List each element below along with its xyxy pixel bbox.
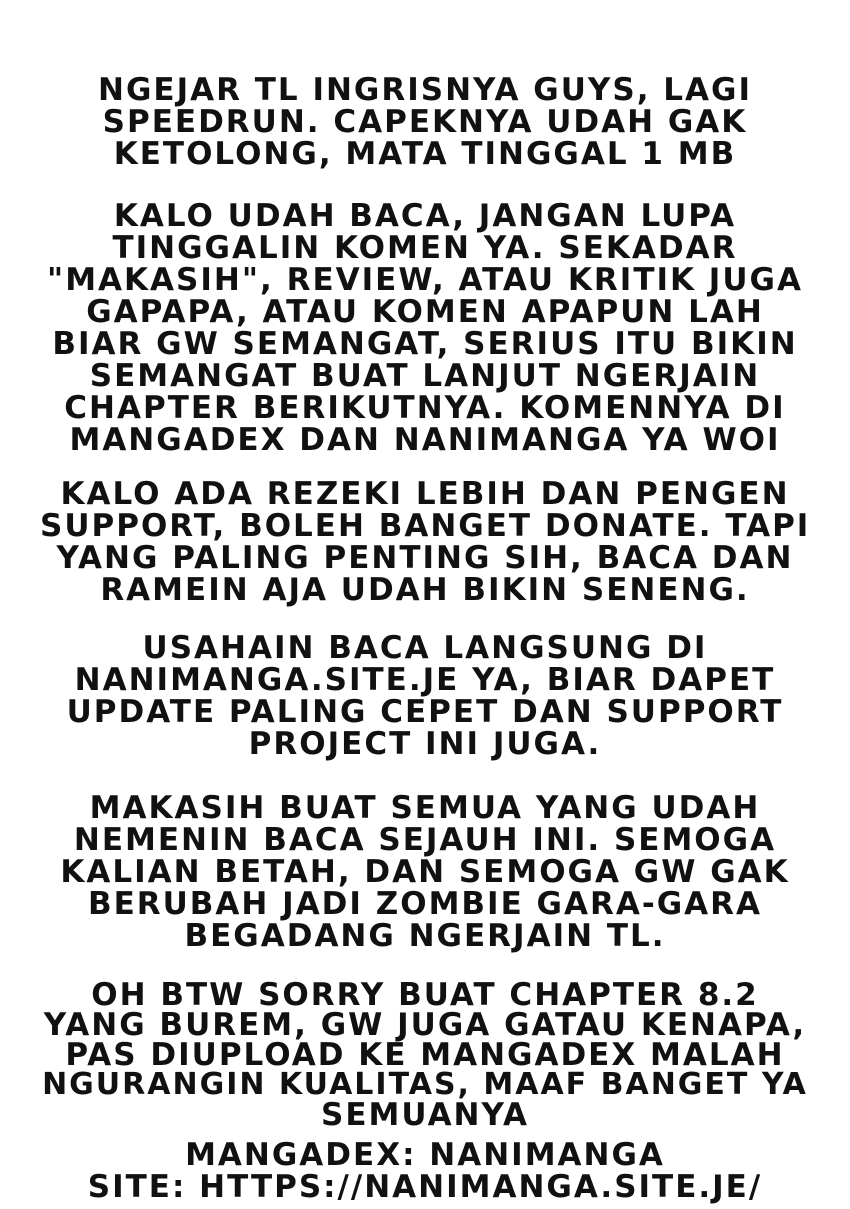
- links-paragraph: [40, 1139, 810, 1203]
- text-line: RAMEIN AJA UDAH BIKIN SENENG.: [100, 572, 750, 608]
- text-line: BIAR GW SEMANGAT, SERIUS ITU BIKIN: [52, 326, 798, 362]
- text-line: SEMUANYA: [321, 1097, 529, 1133]
- text-line: KETOLONG, MATA TINGGAL 1 MB: [113, 136, 737, 172]
- text-line: NGURANGIN KUALITAS, MAAF BANGET YA: [42, 1067, 808, 1102]
- mangadex-link: MANGADEX: NANIMANGA: [185, 1137, 665, 1173]
- text-line: PROJECT INI JUGA.: [248, 726, 602, 762]
- text-line: NEMENIN BACA SEJAUH INI. SEMOGA: [73, 822, 777, 858]
- text-line: SPEEDRUN. CAPEKNYA UDAH GAK: [102, 104, 748, 140]
- text-line: MAKASIH BUAT SEMUA YANG UDAH: [89, 790, 761, 826]
- text-line: NANIMANGA.SITE.JE YA, BIAR DAPET: [74, 662, 776, 698]
- text-line: KALO ADA REZEKI LEBIH DAN PENGEN: [60, 476, 790, 512]
- text-line: PAS DIUPLOAD KE MANGADEX MALAH: [65, 1037, 785, 1073]
- text-line: UPDATE PALING CEPET DAN SUPPORT: [66, 694, 784, 730]
- read-on-site-paragraph: [40, 632, 810, 760]
- text-line: SEMANGAT BUAT LANJUT NGERJAIN: [89, 358, 761, 394]
- apology-paragraph: [40, 977, 810, 1133]
- text-line: SUPPORT, BOLEH BANGET DONATE. TAPI: [40, 508, 811, 544]
- intro-paragraph: [40, 74, 810, 170]
- donation-paragraph: [40, 478, 810, 606]
- text-line: BERUBAH JADI ZOMBIE GARA-GARA: [87, 886, 763, 922]
- text-line: YANG BUREM, GW JUGA GATAU KENAPA,: [43, 1007, 807, 1043]
- text-line: OH BTW SORRY BUAT CHAPTER 8.2: [91, 977, 759, 1013]
- comment-request-paragraph: [40, 200, 810, 456]
- text-line: MANGADEX DAN NANIMANGA YA WOI: [69, 422, 781, 458]
- text-line: YANG PALING PENTING SIH, BACA DAN: [56, 540, 794, 576]
- site-link: SITE: HTTPS://NANIMANGA.SITE.JE/: [87, 1169, 763, 1205]
- text-line: CHAPTER BERIKUTNYA. KOMENNYA DI: [64, 390, 786, 426]
- text-line: KALO UDAH BACA, JANGAN LUPA: [113, 198, 737, 234]
- text-line: KALIAN BETAH, DAN SEMOGA GW GAK: [60, 854, 790, 890]
- thanks-paragraph: [40, 792, 810, 952]
- text-line: NGEJAR TL INGRISNYA GUYS, LAGI: [98, 72, 752, 108]
- text-line: BEGADANG NGERJAIN TL.: [184, 918, 666, 954]
- text-line: "MAKASIH", REVIEW, ATAU KRITIK JUGA: [47, 262, 803, 298]
- text-line: GAPAPA, ATAU KOMEN APAPUN LAH: [86, 294, 764, 330]
- text-line: USAHAIN BACA LANGSUNG DI: [142, 630, 708, 666]
- text-line: TINGGALIN KOMEN YA. SEKADAR: [112, 230, 738, 266]
